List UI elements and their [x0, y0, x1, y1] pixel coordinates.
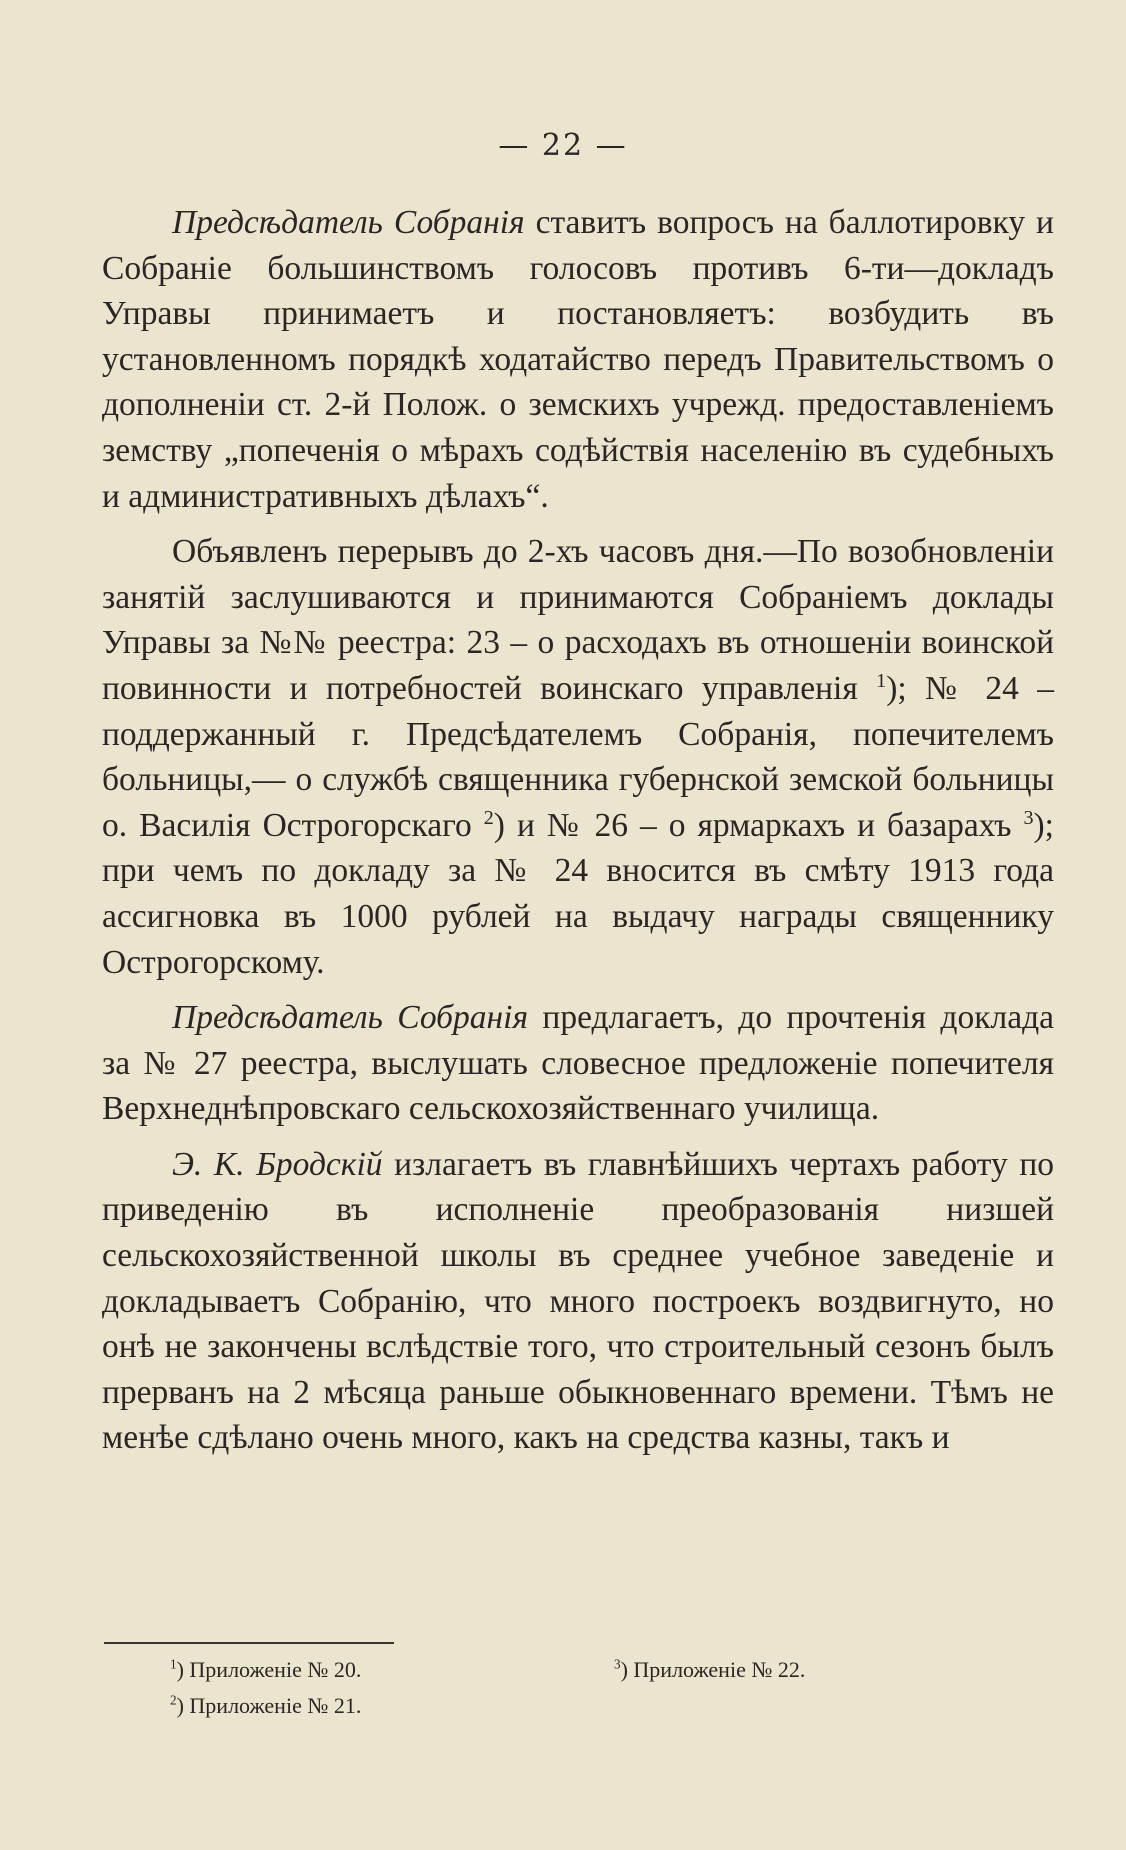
paragraph-4: [102, 1142, 1054, 1461]
paragraph-2: [102, 529, 1054, 985]
footnote-text: ) Приложеніе № 20.: [176, 1657, 362, 1682]
page-number: — 22 —: [498, 128, 628, 163]
speaker-name: Э. К. Бродскій: [172, 1145, 383, 1183]
speaker-name: Предсѣдатель Собранія: [172, 999, 529, 1037]
footnote-3: [614, 1652, 805, 1688]
footnote-mark: 1: [170, 1656, 177, 1672]
paragraph-text: ) и № 26 – о ярмаркахъ и базарахъ: [493, 806, 1024, 844]
paragraph-text: излагаетъ въ главнѣйшихъ чертахъ работу по приведенію въ исполненіе преобразованія низшей сельскохозяйственной школы въ среднее учебное заведеніе и докладываетъ Собранію, что много построекъ воздвигнуто, но онѣ не закончены вслѣдствіе того, что строительный сезонъ былъ прерванъ на 2 мѣсяца раньше обыкновеннаго времени. Тѣмъ не менѣе сдѣлано очень много, какъ на средства казны, такъ и: [102, 1145, 1054, 1457]
footnote-mark: 3: [614, 1656, 621, 1672]
footnote-divider: [104, 1642, 394, 1644]
footnote-text: ) Приложеніе № 22.: [620, 1657, 806, 1682]
paragraph-text: Объявленъ перерывъ до 2-хъ часовъ дня.—По возобновленіи занятій заслушиваются и принимаются Собраніемъ доклады Управы за №№ реестра: 23 – о расходахъ въ отношеніи воинской повинности и потребностей воинскаго управленія: [102, 533, 1054, 707]
footnote-text: ) Приложеніе № 21.: [176, 1693, 362, 1718]
footnote-ref-3: 3: [1023, 806, 1034, 829]
paragraph-text: ); № 24 – поддержанный г. Предсѣдателемъ Собранія, попечителемъ больницы,— о службѣ священника губернской земской больницы о. Василія Острогорскаго: [102, 669, 1054, 844]
footnote-ref-2: 2: [483, 806, 494, 829]
paragraph-text: ); при чемъ по докладу за № 24 вносится въ смѣту 1913 года ассигновка въ 1000 рублей на выдачу награды священнику Острогорскому.: [102, 806, 1054, 981]
speaker-name: Предсѣдатель Собранія: [172, 204, 525, 241]
paragraph-1: [102, 200, 1054, 519]
footnote-2: [170, 1688, 361, 1724]
page-body: [102, 200, 1054, 1461]
paragraph-3: [102, 995, 1054, 1132]
footnote-1: [170, 1652, 361, 1688]
paragraph-text: предлагаетъ, до прочтенія доклада за № 27 реестра, выслушать словесное предложеніе попечителя Верхнеднѣпровскаго сельскохозяйственнаго училища.: [102, 999, 1054, 1128]
paragraph-text: ставитъ вопросъ на баллотировку и Собраніе большинствомъ голосовъ противъ 6-ти—докладъ Управы принимаетъ и постановляетъ: возбудить въ установленномъ порядкѣ ходатайство передъ Правительствомъ о дополненіи ст. 2-й Полож. о земскихъ учрежд. предоставленіемъ земству „попеченія о мѣрахъ содѣйствія населенію въ судебныхъ и административныхъ дѣлахъ“.: [102, 204, 1054, 515]
footnote-ref-1: 1: [876, 669, 887, 692]
footnote-mark: 2: [170, 1692, 177, 1708]
